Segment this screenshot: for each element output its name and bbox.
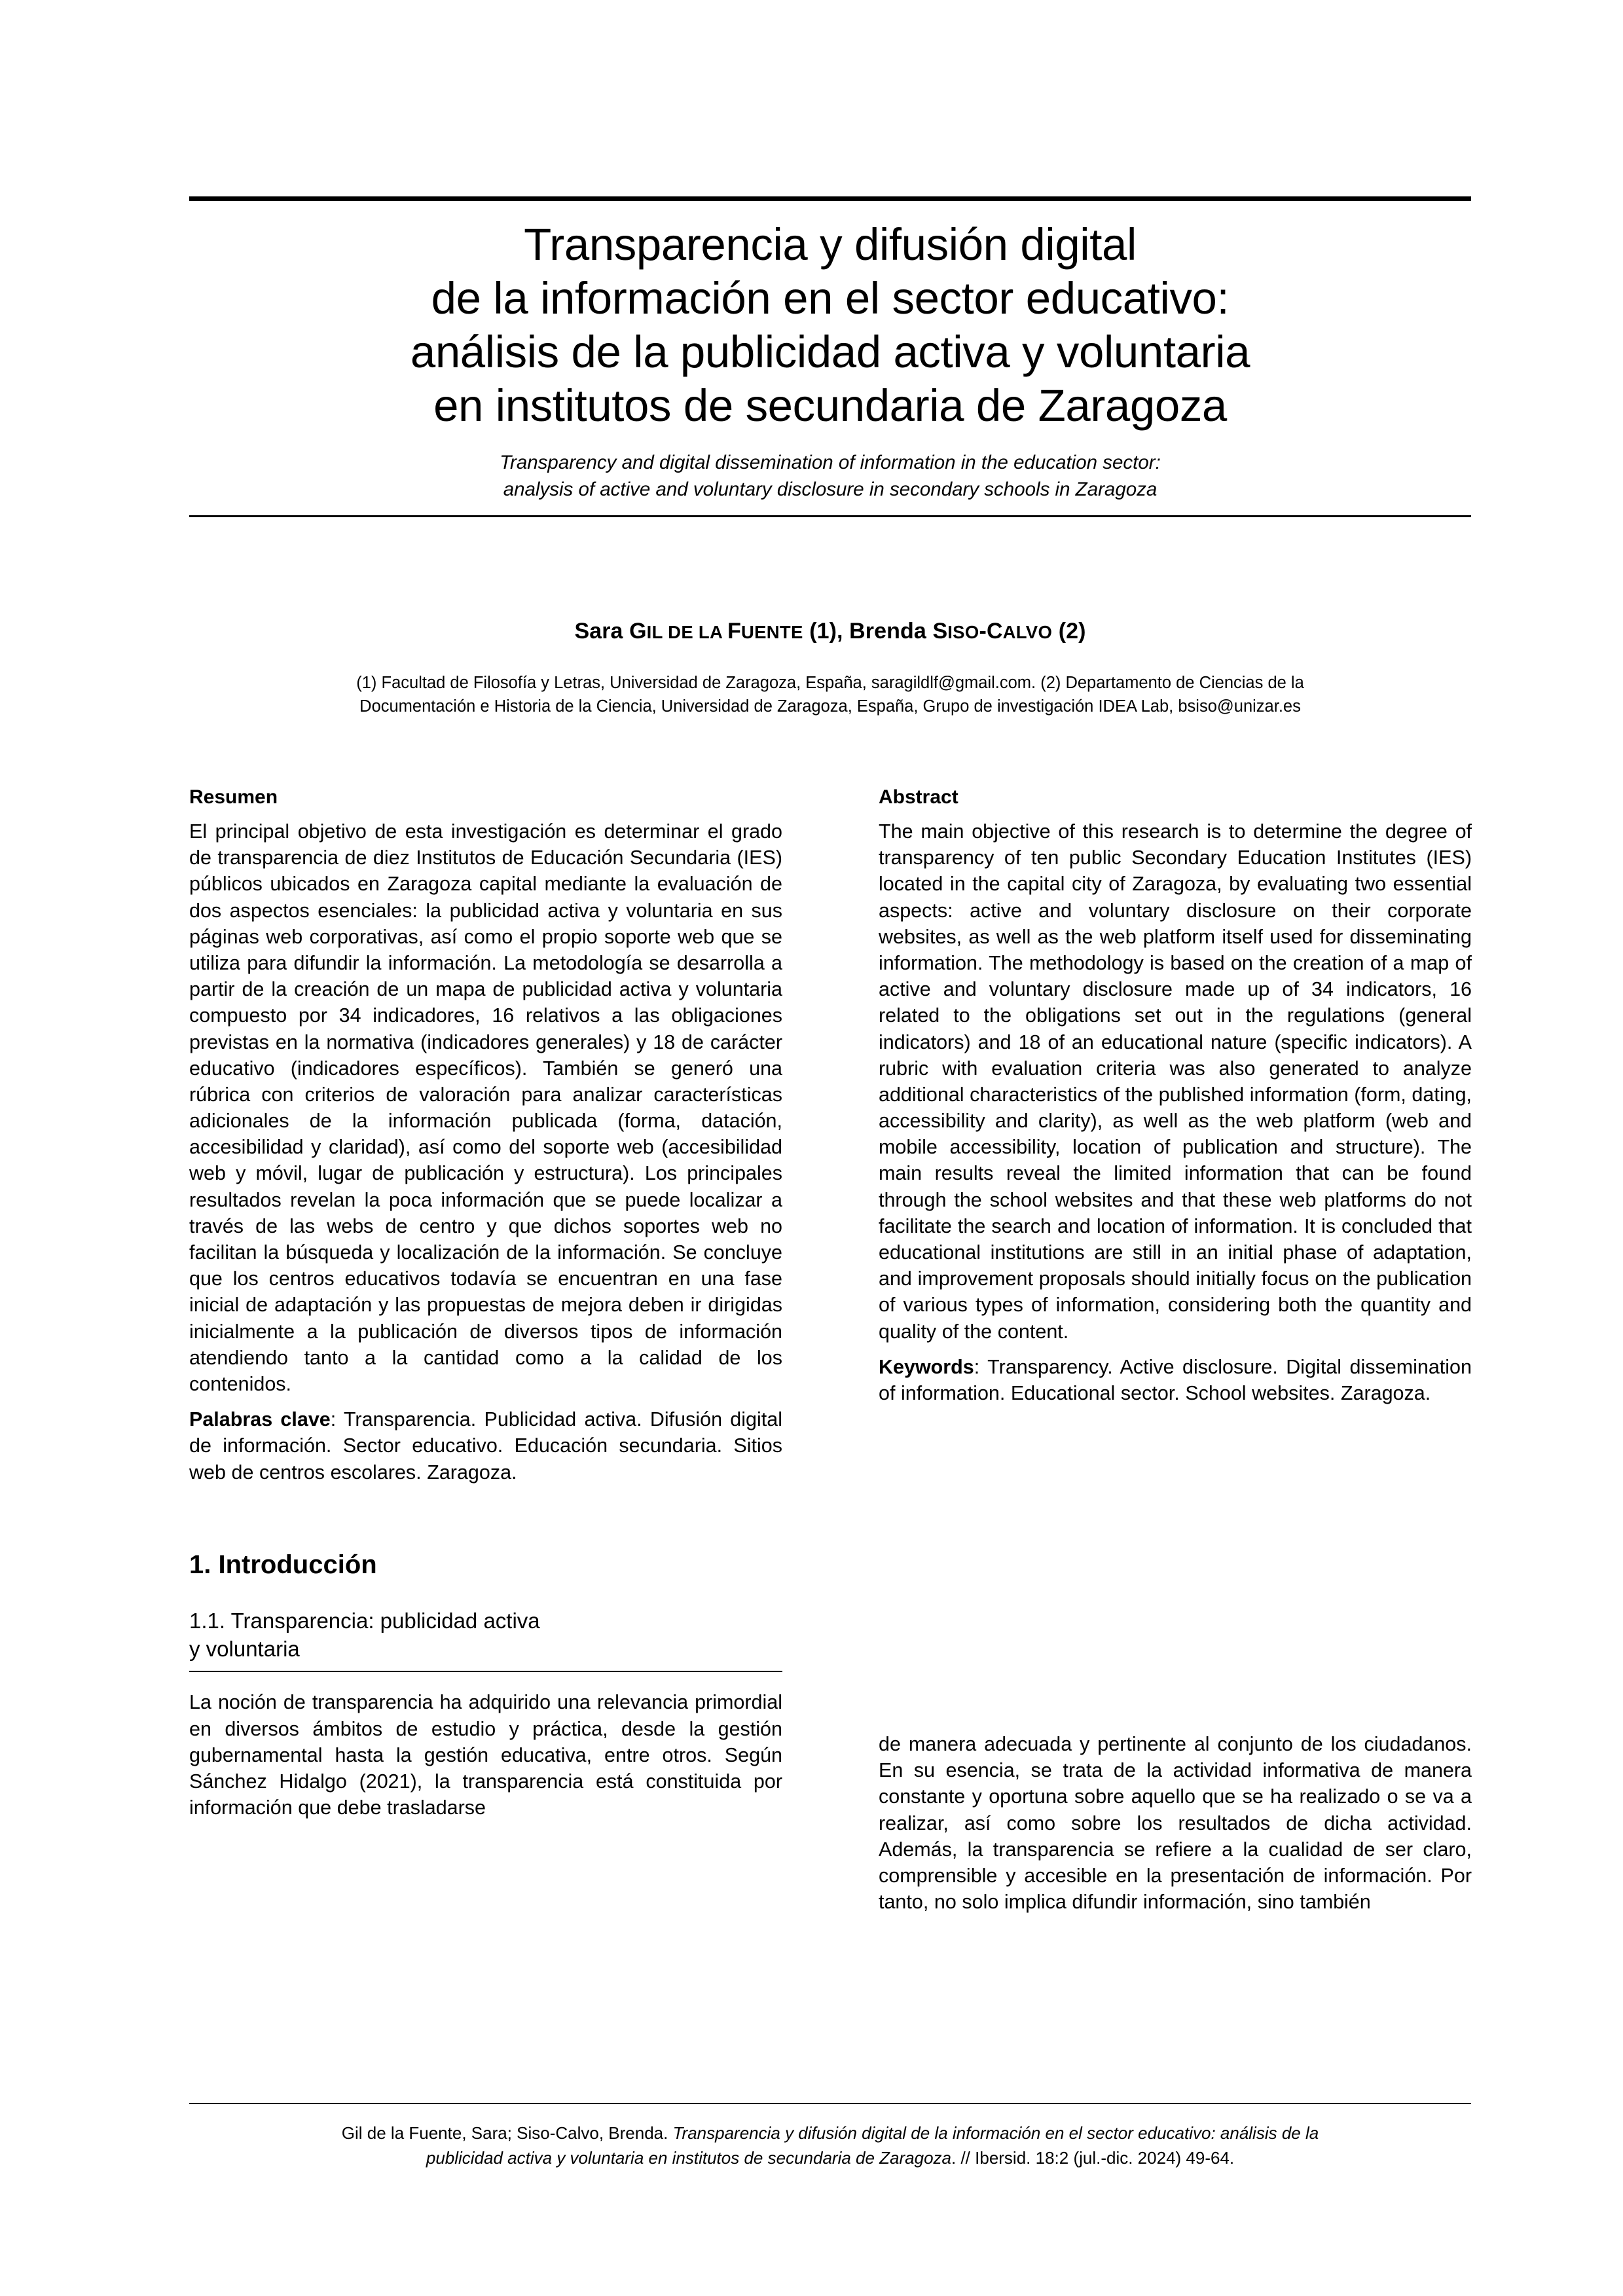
title-header-block: [189, 196, 1471, 517]
section-1-1-paragraph-right: de manera adecuada y pertinente al conjunto de los ciudadanos. En su esencia, se trata de la actividad informativa de manera constante y oportuna sobre aquello que se ha realizado o se va a realizar, así como sobre los resultados de dicha actividad. Además, la transparencia se refiere a la cualidad de ser claro, comprensible y accesible en la presentación de información. Por tanto, no solo implica difundir información, sino también: [879, 1733, 1472, 1914]
palabras-clave-value: Transparencia. Publicidad activa. Difusión digital de información. Sector educativo. Educación secundaria. Sitios web de centros escolares. Zaragoza.: [189, 1408, 782, 1484]
header-top-rule: [189, 196, 1471, 201]
footer-source: . // Ibersid. 18:2 (jul.-dic. 2024) 49-64.: [951, 2147, 1235, 2168]
resumen-body: El principal objetivo de esta investigación es determinar el grado de transparencia de diez Institutos de Educación Secundaria (IES) públicos ubicados en Zaragoza capital mediante la evaluación de dos aspectos esenciales: la publicidad activa y voluntaria en sus páginas web corporativas, así como el propio soporte web que se utiliza para difundir la información. La metodología se desarrolla a partir de la creación de un mapa de publicidad activa y voluntaria compuesto por 34 indicadores, 16 relativos a las obligaciones previstas en la normativa (indicadores generales) y 18 de carácter educativo (indicadores específicos). También se generó una rúbrica con criterios de valoración para analizar características adicionales de la información publicada (forma, datación, accesibilidad y claridad), así como del soporte web (accesibilidad web y móvil, lugar de publicación y estructura). Los principales resultados revelan la poca información que se puede localizar a través de las webs de centro y que dichos soportes web no facilitan la búsqueda y localización de la información. Se concluye que los centros educativos todavía se encuentran en una fase inicial de adaptación y las propuestas de mejora deben ir dirigidas inicialmente a la publicación de diversos tipos de información atendiendo tanto a la cantidad como a la calidad de los contenidos.: [189, 820, 782, 1395]
english-subtitle: [189, 450, 1471, 503]
author-2-surname2-rest: ALVO: [1002, 622, 1053, 642]
keywords-separator: :: [974, 1355, 988, 1378]
author-1-surname2-rest: UENTE: [740, 622, 803, 642]
author-2-surname-initial: S: [932, 619, 948, 644]
section-1-heading: 1. Introducción: [189, 1550, 377, 1579]
resumen-heading: Resumen: [189, 786, 278, 808]
abstract-body: The main objective of this research is to determine the degree of transparency of ten public Secondary Education Institutes (IES) located in the capital city of Zaragoza, by evaluating two essential aspects: active and voluntary disclosure on their corporate websites, as well as the web platform itself used for disseminating information. The methodology is based on the creation of a map of active and voluntary disclosure made up of 34 indicators, 16 related to the obligations set out in the regulations (general indicators) and 18 of an educational nature (specific indicators). A rubric with evaluation criteria was also generated to analyze additional characteristics of the published information (form, dating, accessibility and clarity), as well as the web platform (web and mobile accessibility, location of publication and structure). The main results reveal the limited information that can be found through the school websites and that these web platforms do not facilitate the search and location of information. It is concluded that educational institutions are still in an initial phase of adaptation, and improvement proposals should initially focus on the publication of various types of information, considering both the quantity and quality of the content.: [879, 820, 1472, 1343]
title-line-3: análisis de la publicidad activa y voluntaria: [410, 327, 1250, 378]
author-2-surname-rest: ISO: [947, 622, 979, 642]
author-1-surname2-initial: F: [727, 619, 741, 644]
right-column-continuation: [879, 1731, 1472, 1915]
section-1-1-paragraph-left: La noción de transparencia ha adquirido una relevancia primordial en diversos ámbitos de estudio y práctica, desde la gestión gubernamental hasta la gestión educativa, entre otros. Según Sánchez Hidalgo (2021), la transparencia está constituida por información que debe trasladarse: [189, 1691, 782, 1819]
title-line-1: Transparencia y difusión digital: [524, 219, 1137, 270]
title-block: [189, 201, 1471, 515]
footer-citation-line-1: [189, 2121, 1471, 2146]
left-column: [189, 786, 782, 1821]
section-1-1-heading: [189, 1607, 782, 1664]
subtitle-line-1: Transparency and digital dissemination of information in the education sector:: [500, 452, 1161, 474]
affiliation-line-1: (1) Facultad de Filosofía y Letras, Universidad de Zaragoza, España, saragildlf@gmail.com. (2) Departamento de Ciencias de la: [356, 674, 1304, 692]
section-1-1-underline-rule: [189, 1671, 782, 1672]
section-1-1-heading-line-1: 1.1. Transparencia: publicidad activa: [189, 1608, 540, 1633]
abstract-heading: Abstract: [879, 786, 958, 808]
author-2-given: Brenda: [849, 619, 933, 644]
subtitle-line-2: analysis of active and voluntary disclosure in secondary schools in Zaragoza: [503, 479, 1158, 501]
section-1-spacer: [189, 1581, 782, 1607]
author-1-surname-rest: IL DE LA: [646, 622, 728, 642]
right-column: [879, 786, 1472, 1406]
intro-spacer: [189, 1495, 782, 1548]
author-list: [189, 619, 1471, 644]
footer-authors: Gil de la Fuente, Sara; Siso-Calvo, Brenda.: [341, 2123, 673, 2143]
footer-title-part-2: publicidad activa y voluntaria en institutos de secundaria de Zaragoza: [426, 2147, 952, 2168]
header-bottom-rule: [189, 515, 1471, 517]
keywords-paragraph: [879, 1354, 1472, 1406]
affiliation-line-2: Documentación e Historia de la Ciencia, Universidad de Zaragoza, España, Grupo de investigación IDEA Lab, bsiso@unizar.es: [359, 697, 1301, 716]
section-1-1-heading-line-2: y voluntaria: [189, 1636, 300, 1661]
footer-citation-line-2: [189, 2146, 1471, 2171]
page-footer: [189, 2103, 1471, 2170]
keywords-value: Transparency. Active disclosure. Digital dissemination of information. Educational sector. School websites. Zaragoza.: [879, 1355, 1472, 1404]
footer-rule: [189, 2103, 1471, 2104]
author-1-surname-initial: G: [629, 619, 647, 644]
palabras-clave-label: Palabras clave: [189, 1408, 331, 1431]
footer-citation: [189, 2121, 1471, 2170]
author-1-affiliation-marker: (1),: [803, 619, 850, 644]
keywords-label: Keywords: [879, 1355, 974, 1378]
author-2-affiliation-marker: (2): [1052, 619, 1086, 644]
page-title: [189, 218, 1471, 433]
title-line-4: en institutos de secundaria de Zaragoza: [433, 380, 1227, 431]
palabras-clave-paragraph: [189, 1406, 782, 1485]
author-1-given: Sara: [574, 619, 630, 644]
palabras-clave-separator: :: [330, 1408, 344, 1431]
footer-title-part-1: Transparencia y difusión digital de la información en el sector educativo: análisis de la: [672, 2123, 1319, 2143]
author-2-surname2-initial: -C: [979, 619, 1003, 644]
title-line-2: de la información en el sector educativo:: [431, 273, 1230, 324]
affiliation-block: [189, 671, 1471, 718]
